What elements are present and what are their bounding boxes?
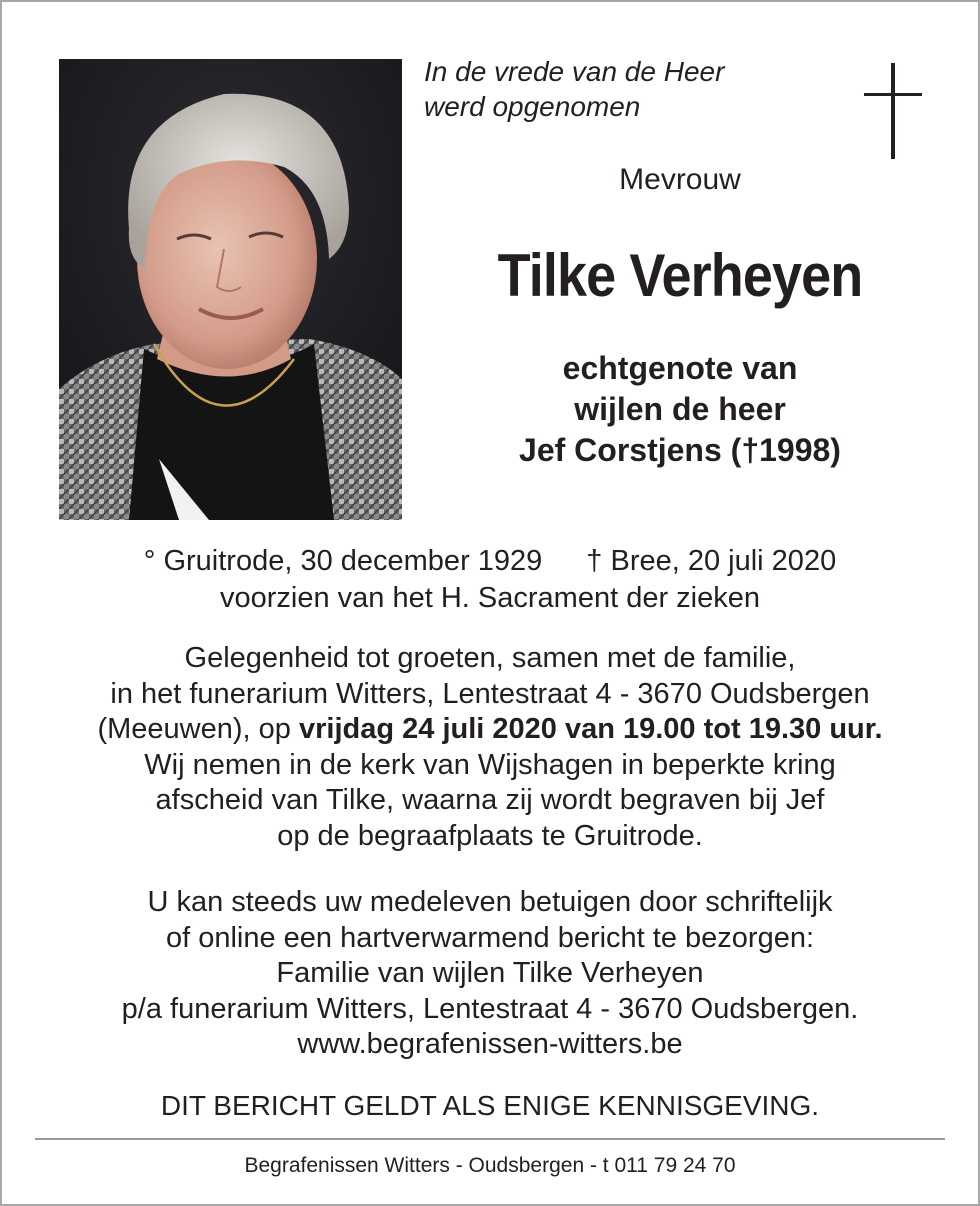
website-link[interactable]: www.begrafenissen-witters.be — [297, 1028, 683, 1060]
footer-text: Begrafenissen Witters - Oudsbergen - t 011 79 24 70 — [244, 1154, 736, 1177]
notice-line: DIT BERICHT GELDT ALS ENIGE KENNISGEVING. — [160, 1090, 820, 1121]
salutation: Mevrouw — [619, 163, 741, 196]
visitation-datetime: vrijdag 24 juli 2020 van 19.00 tot 19.30 uur. — [298, 713, 883, 745]
condolence-line-1: U kan steeds uw medeleven betuigen door schriftelijk — [147, 886, 833, 918]
visitation-block — [20, 641, 960, 854]
spouse-line-2: wijlen de heer — [574, 391, 786, 427]
visitation-line-3 — [20, 712, 960, 748]
condolence-line-2: of online een hartverwarmend bericht te bezorgen: — [165, 921, 815, 954]
intro-line-1: In de vrede van de Heer — [424, 56, 725, 87]
visitation-line-4: Wij nemen in de kerk van Wijshagen in beperkte kring — [144, 748, 836, 781]
visitation-line-3-prefix: (Meeuwen), op — [97, 713, 299, 745]
sacrament-line: voorzien van het H. Sacrament der zieken — [220, 582, 760, 614]
spouse-line-1: echtgenote van — [562, 350, 798, 386]
visitation-line-5: afscheid van Tilke, waarna zij wordt begraven bij Jef — [155, 784, 825, 816]
visitation-line-1: Gelegenheid tot groeten, samen met de familie, — [184, 642, 796, 674]
spouse-line-3: Jef Corstjens (†1998) — [519, 432, 841, 468]
condolence-line-4: p/a funerarium Witters, Lentestraat 4 - 3670 Oudsbergen. — [121, 992, 859, 1025]
intro-line-2: werd opgenomen — [424, 91, 641, 122]
condolence-block — [20, 885, 960, 1063]
life-dates — [20, 543, 960, 579]
visitation-line-6: op de begraafplaats te Gruitrode. — [277, 819, 703, 852]
intro-text — [424, 54, 724, 124]
death-date: † Bree, 20 juli 2020 — [586, 545, 837, 577]
footer-divider — [35, 1138, 945, 1140]
deceased-name: Tilke Verheyen — [497, 242, 863, 309]
condolence-line-3: Familie van wijlen Tilke Verheyen — [276, 957, 704, 989]
visitation-line-2: in het funerarium Witters, Lentestraat 4 - 3670 Oudsbergen — [110, 677, 870, 710]
latin-cross-icon — [864, 63, 922, 159]
portrait-photo — [59, 59, 402, 520]
birth-date: ° Gruitrode, 30 december 1929 — [143, 545, 543, 577]
spouse-info — [420, 348, 940, 471]
